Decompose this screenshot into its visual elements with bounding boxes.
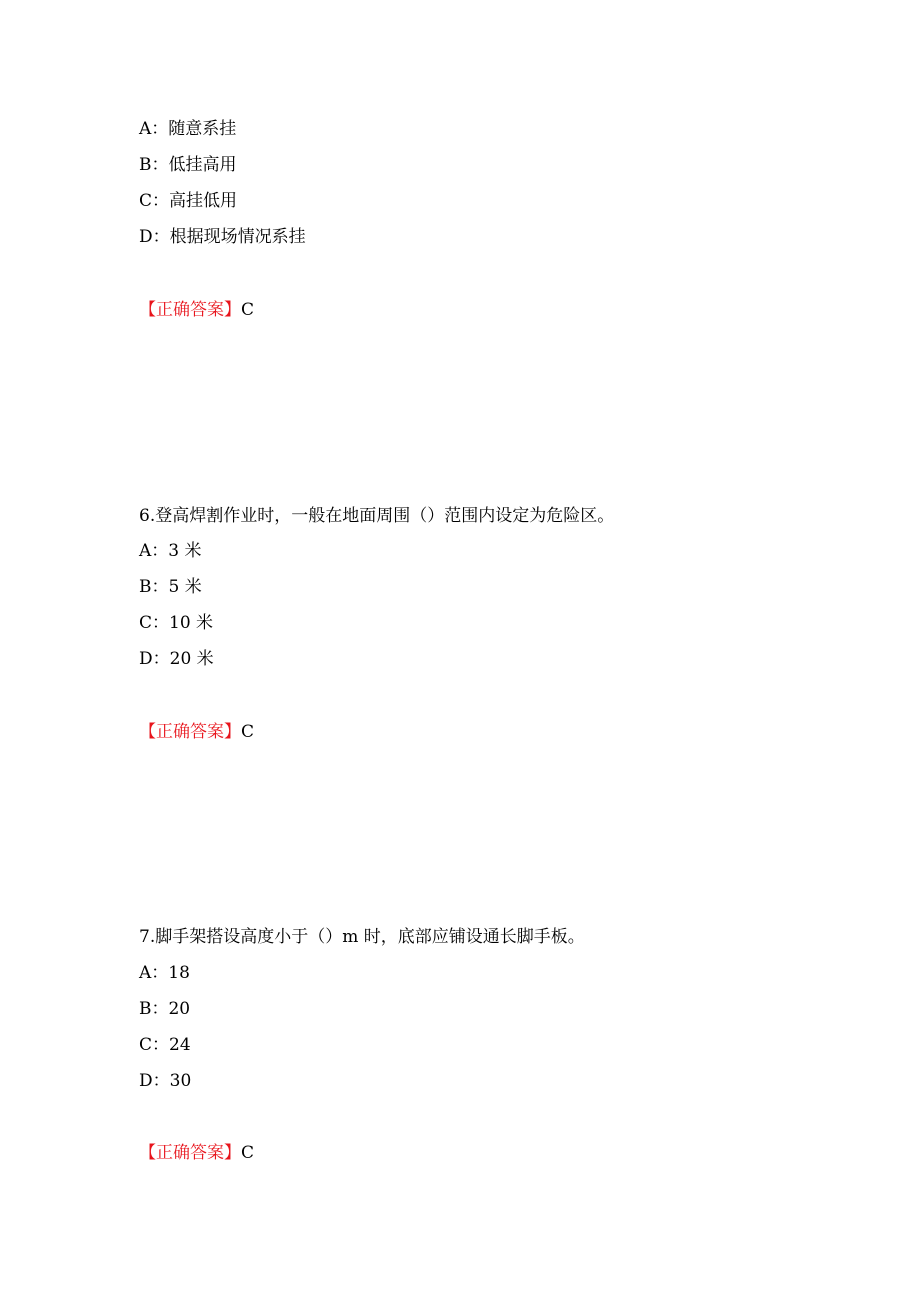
option-a: A：3 米 — [139, 541, 202, 561]
option-a: A：随意系挂 — [139, 119, 237, 139]
answer-value: C — [241, 1143, 255, 1163]
correct-answer — [139, 721, 254, 743]
option-c: C：10 米 — [139, 613, 214, 633]
question-text: 6.登高焊割作业时，一般在地面周围（）范围内设定为危险区。 — [139, 506, 615, 526]
option-d: D：根据现场情况系挂 — [139, 227, 306, 247]
option-c: C：高挂低用 — [139, 191, 238, 211]
answer-value: C — [241, 300, 255, 320]
correct-answer — [139, 1142, 254, 1164]
option-d: D：20 米 — [139, 649, 214, 669]
option-b: B：5 米 — [139, 577, 202, 597]
answer-label: 【正确答案】 — [139, 722, 241, 742]
correct-answer — [139, 299, 254, 321]
option-c: C：24 — [139, 1035, 191, 1055]
question-text: 7.脚手架搭设高度小于（）m 时，底部应铺设通长脚手板。 — [139, 927, 585, 947]
answer-label: 【正确答案】 — [139, 300, 241, 320]
option-d: D：30 — [139, 1071, 192, 1091]
option-b: B：低挂高用 — [139, 155, 237, 175]
option-a: A：18 — [139, 963, 190, 983]
option-b: B：20 — [139, 999, 191, 1019]
answer-value: C — [241, 722, 255, 742]
answer-label: 【正确答案】 — [139, 1143, 241, 1163]
